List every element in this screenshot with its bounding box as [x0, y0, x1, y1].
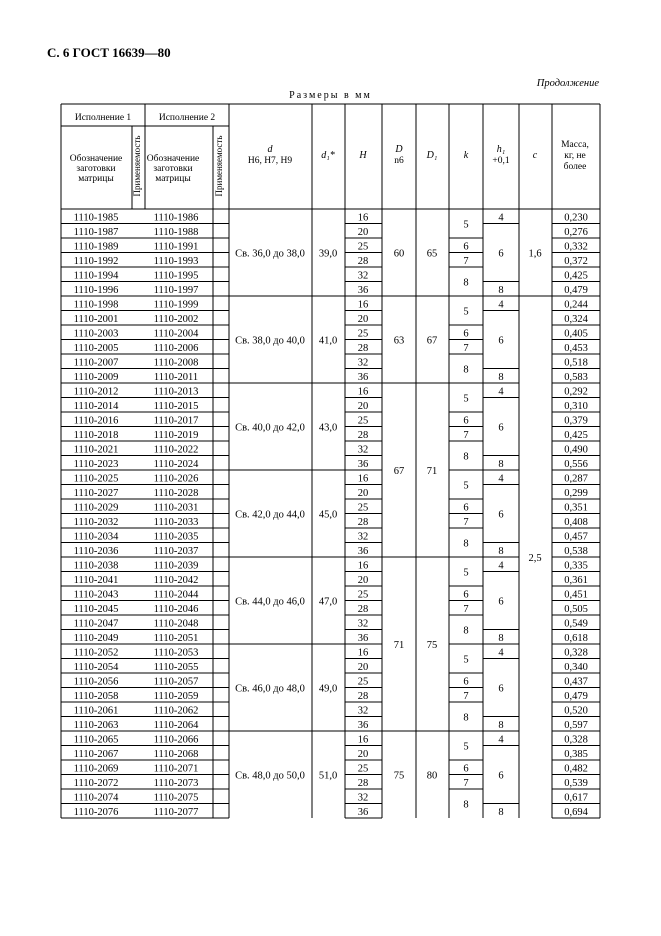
D1-cell: 65 [426, 248, 438, 260]
designation-1-cell: 1110-2072 [73, 777, 119, 789]
designation-1-cell: 1110-1996 [73, 284, 119, 296]
H-cell: 32 [357, 618, 369, 630]
k-cell: 7 [463, 516, 469, 528]
designation-2-cell: 1110-2019 [153, 429, 199, 441]
H-cell: 16 [357, 473, 369, 485]
H-cell: 16 [357, 299, 369, 311]
designation-2-cell: 1110-2022 [153, 444, 199, 456]
k-cell: 7 [463, 342, 469, 354]
designation-1-cell: 1110-2018 [73, 429, 119, 441]
designation-1-cell: 1110-2001 [73, 313, 119, 325]
designation-2-cell: 1110-2031 [153, 502, 199, 514]
H-cell: 28 [357, 690, 369, 702]
mass-cell: 0,437 [564, 676, 588, 688]
designation-2-cell: 1110-2044 [153, 589, 199, 601]
H-cell: 32 [357, 531, 369, 543]
H-cell: 20 [357, 313, 369, 325]
designation-1-cell: 1110-2027 [73, 487, 119, 499]
k-cell: 6 [463, 676, 469, 688]
D1-cell: 75 [426, 640, 438, 651]
header-designation-1: заготовки [76, 164, 116, 174]
designation-1-cell: 1110-2049 [73, 632, 119, 644]
h1-cell: 8 [498, 371, 504, 383]
k-cell: 8 [463, 451, 469, 463]
h1-cell: 6 [498, 770, 504, 782]
d1-cell: 43,0 [318, 422, 338, 434]
H-cell: 25 [357, 415, 369, 427]
header-D: D [395, 144, 403, 155]
header-mass: кг, не [564, 151, 586, 161]
designation-1-cell: 1110-2005 [73, 342, 119, 354]
H-cell: 28 [357, 255, 369, 267]
designation-1-cell: 1110-2054 [73, 661, 119, 673]
k-cell: 8 [463, 625, 469, 637]
k-cell: 8 [463, 364, 469, 376]
designation-2-cell: 1110-2042 [153, 574, 199, 586]
k-cell: 7 [463, 777, 469, 789]
h1-cell: 4 [498, 473, 504, 485]
H-cell: 25 [357, 241, 369, 253]
d1-cell: 45,0 [318, 509, 338, 521]
k-cell: 6 [463, 502, 469, 514]
d-range-cell: Св. 44,0 до 46,0 [235, 596, 305, 608]
designation-2-cell: 1110-2026 [153, 473, 199, 485]
header-applicability-1: Применяемость [132, 135, 142, 197]
mass-cell: 0,451 [564, 589, 588, 601]
designation-1-cell: 1110-2007 [73, 357, 119, 369]
D-cell: 63 [393, 335, 405, 347]
mass-cell: 0,505 [564, 603, 588, 615]
designation-1-cell: 1110-1994 [73, 270, 119, 282]
mass-cell: 0,617 [564, 792, 588, 804]
H-cell: 25 [357, 589, 369, 601]
k-cell: 6 [463, 763, 469, 775]
designation-2-cell: 1110-1995 [153, 270, 199, 282]
H-cell: 20 [357, 748, 369, 760]
k-cell: 5 [463, 480, 469, 492]
mass-cell: 0,490 [564, 444, 588, 456]
mass-cell: 0,694 [564, 806, 588, 818]
H-cell: 16 [357, 212, 369, 224]
designation-2-cell: 1110-2068 [153, 748, 199, 760]
D-cell: 75 [393, 770, 405, 782]
header-D-tolerance: n6 [394, 156, 404, 166]
H-cell: 36 [357, 458, 369, 470]
designation-2-cell: 1110-2059 [153, 690, 199, 702]
h1-cell: 4 [498, 299, 504, 311]
H-cell: 28 [357, 777, 369, 789]
designation-2-cell: 1110-1988 [153, 226, 199, 238]
H-cell: 20 [357, 574, 369, 586]
designation-1-cell: 1110-1989 [73, 241, 119, 253]
designation-1-cell: 1110-1987 [73, 226, 119, 238]
h1-cell: 6 [498, 422, 504, 434]
page-header: С. 6 ГОСТ 16639—80 [47, 45, 171, 60]
mass-cell: 0,292 [564, 386, 588, 398]
k-cell: 8 [463, 712, 469, 724]
designation-1-cell: 1110-2065 [73, 734, 119, 746]
header-designation-1: Обозначение [69, 154, 123, 164]
mass-cell: 0,479 [564, 284, 588, 296]
mass-cell: 0,310 [564, 400, 588, 412]
mass-cell: 0,335 [564, 560, 588, 572]
mass-cell: 0,351 [564, 502, 588, 514]
designation-1-cell: 1110-1992 [73, 255, 119, 267]
designation-2-cell: 1110-2004 [153, 328, 199, 340]
k-cell: 5 [463, 654, 469, 666]
D-cell: 71 [393, 640, 405, 651]
designation-1-cell: 1110-2032 [73, 516, 119, 528]
H-cell: 20 [357, 226, 369, 238]
designation-2-cell: 1110-1993 [153, 255, 199, 267]
units-caption: Размеры в мм [289, 90, 372, 101]
designation-2-cell: 1110-1991 [153, 241, 199, 253]
h1-cell: 4 [498, 734, 504, 746]
header-D1: D₁ [426, 150, 438, 161]
designation-2-cell: 1110-2048 [153, 618, 199, 630]
h1-cell: 6 [498, 248, 504, 260]
header-d1: d₁* [321, 150, 335, 161]
mass-cell: 0,618 [564, 632, 588, 644]
mass-cell: 0,379 [564, 415, 588, 427]
mass-cell: 0,479 [564, 690, 588, 702]
d-range-cell: Св. 48,0 до 50,0 [235, 770, 305, 782]
mass-cell: 0,405 [564, 328, 588, 340]
H-cell: 25 [357, 328, 369, 340]
mass-cell: 0,539 [564, 777, 588, 789]
c-cell: 2,5 [528, 553, 542, 564]
D1-cell: 80 [426, 770, 438, 782]
designation-1-cell: 1110-2012 [73, 386, 119, 398]
d1-cell: 51,0 [318, 770, 338, 782]
header-H: Н [359, 150, 367, 161]
D-cell: 60 [393, 248, 405, 260]
mass-cell: 0,556 [564, 458, 588, 470]
h1-cell: 4 [498, 212, 504, 224]
designation-2-cell: 1110-2073 [153, 777, 199, 789]
mass-cell: 0,538 [564, 545, 588, 557]
h1-cell: 6 [498, 335, 504, 347]
designation-2-cell: 1110-2028 [153, 487, 199, 499]
designation-1-cell: 1110-2045 [73, 603, 119, 615]
H-cell: 28 [357, 342, 369, 354]
H-cell: 16 [357, 386, 369, 398]
header-d-tolerance: Н6, Н7, Н9 [247, 156, 293, 166]
H-cell: 28 [357, 429, 369, 441]
designation-2-cell: 1110-2075 [153, 792, 199, 804]
header-h1: h₁ [496, 144, 506, 155]
designation-1-cell: 1110-2014 [73, 400, 119, 412]
D1-cell: 71 [426, 466, 438, 477]
designation-1-cell: 1110-2003 [73, 328, 119, 340]
H-cell: 25 [357, 676, 369, 688]
h1-cell: 8 [498, 545, 504, 557]
designation-2-cell: 1110-2057 [153, 676, 199, 688]
designation-1-cell: 1110-2036 [73, 545, 119, 557]
H-cell: 25 [357, 763, 369, 775]
designation-1-cell: 1110-2061 [73, 705, 119, 717]
header-mass: Масса, [561, 140, 589, 150]
H-cell: 32 [357, 357, 369, 369]
designation-2-cell: 1110-2037 [153, 545, 199, 557]
designation-2-cell: 1110-2002 [153, 313, 199, 325]
k-cell: 8 [463, 799, 469, 811]
d-range-cell: Св. 46,0 до 48,0 [235, 683, 305, 695]
designation-1-cell: 1110-2023 [73, 458, 119, 470]
designation-1-cell: 1110-1985 [73, 212, 119, 224]
k-cell: 6 [463, 328, 469, 340]
designation-1-cell: 1110-2052 [73, 647, 119, 659]
designation-2-cell: 1110-2064 [153, 719, 199, 731]
header-group-1: Исполнение 1 [74, 113, 132, 123]
H-cell: 36 [357, 806, 369, 818]
H-cell: 25 [357, 502, 369, 514]
designation-1-cell: 1110-2056 [73, 676, 119, 688]
mass-cell: 0,583 [564, 371, 588, 383]
designation-2-cell: 1110-2033 [153, 516, 199, 528]
header-designation-1: матрицы [78, 174, 114, 184]
k-cell: 6 [463, 241, 469, 253]
h1-cell: 4 [498, 386, 504, 398]
designation-1-cell: 1110-2009 [73, 371, 119, 383]
mass-cell: 0,324 [564, 313, 588, 325]
mass-cell: 0,276 [564, 226, 588, 238]
H-cell: 36 [357, 371, 369, 383]
mass-cell: 0,408 [564, 516, 588, 528]
H-cell: 32 [357, 444, 369, 456]
mass-cell: 0,340 [564, 661, 588, 673]
designation-1-cell: 1110-2034 [73, 531, 119, 543]
h1-cell: 8 [498, 719, 504, 731]
h1-cell: 6 [498, 596, 504, 608]
mass-cell: 0,230 [564, 212, 588, 224]
designation-1-cell: 1110-2041 [73, 574, 119, 586]
header-designation-2: заготовки [153, 164, 193, 174]
k-cell: 6 [463, 589, 469, 601]
k-cell: 6 [463, 415, 469, 427]
H-cell: 16 [357, 647, 369, 659]
H-cell: 36 [357, 719, 369, 731]
mass-cell: 0,361 [564, 574, 588, 586]
designation-1-cell: 1110-2021 [73, 444, 119, 456]
k-cell: 5 [463, 393, 469, 405]
mass-cell: 0,287 [564, 473, 588, 485]
designation-2-cell: 1110-2046 [153, 603, 199, 615]
k-cell: 5 [463, 567, 469, 579]
designation-1-cell: 1110-2069 [73, 763, 119, 775]
designation-1-cell: 1110-2074 [73, 792, 119, 804]
k-cell: 8 [463, 277, 469, 289]
d-range-cell: Св. 36,0 до 38,0 [235, 248, 305, 260]
mass-cell: 0,597 [564, 719, 588, 731]
header-designation-2: Обозначение [146, 154, 200, 164]
k-cell: 5 [463, 219, 469, 231]
h1-cell: 6 [498, 509, 504, 521]
k-cell: 5 [463, 741, 469, 753]
designation-2-cell: 1110-2053 [153, 647, 199, 659]
designation-1-cell: 1110-2043 [73, 589, 119, 601]
H-cell: 36 [357, 632, 369, 644]
header-applicability-2: Применяемость [214, 135, 224, 197]
header-c: c [532, 150, 538, 161]
d-range-cell: Св. 40,0 до 42,0 [235, 422, 305, 434]
h1-cell: 4 [498, 560, 504, 572]
designation-2-cell: 1110-2013 [153, 386, 199, 398]
mass-cell: 0,425 [564, 270, 588, 282]
h1-cell: 8 [498, 284, 504, 296]
designation-1-cell: 1110-2067 [73, 748, 119, 760]
designation-2-cell: 1110-2006 [153, 342, 199, 354]
header-group-2: Исполнение 2 [158, 113, 216, 123]
H-cell: 36 [357, 284, 369, 296]
designation-2-cell: 1110-1999 [153, 299, 199, 311]
H-cell: 16 [357, 734, 369, 746]
designation-2-cell: 1110-2062 [153, 705, 199, 717]
d-range-cell: Св. 38,0 до 40,0 [235, 335, 305, 347]
mass-cell: 0,328 [564, 647, 588, 659]
H-cell: 28 [357, 603, 369, 615]
mass-cell: 0,328 [564, 734, 588, 746]
designation-2-cell: 1110-2039 [153, 560, 199, 572]
mass-cell: 0,332 [564, 241, 588, 253]
designation-1-cell: 1110-2029 [73, 502, 119, 514]
designation-2-cell: 1110-2051 [153, 632, 199, 644]
mass-cell: 0,520 [564, 705, 588, 717]
H-cell: 16 [357, 560, 369, 572]
mass-cell: 0,425 [564, 429, 588, 441]
k-cell: 5 [463, 306, 469, 318]
H-cell: 32 [357, 705, 369, 717]
H-cell: 36 [357, 545, 369, 557]
H-cell: 28 [357, 516, 369, 528]
designation-1-cell: 1110-2038 [73, 560, 119, 572]
designation-2-cell: 1110-2055 [153, 661, 199, 673]
designation-2-cell: 1110-1986 [153, 212, 199, 224]
designation-1-cell: 1110-2058 [73, 690, 119, 702]
mass-cell: 0,385 [564, 748, 588, 760]
d1-cell: 41,0 [318, 335, 338, 347]
k-cell: 7 [463, 603, 469, 615]
d1-cell: 49,0 [318, 683, 338, 695]
designation-2-cell: 1110-2066 [153, 734, 199, 746]
mass-cell: 0,299 [564, 487, 588, 499]
mass-cell: 0,453 [564, 342, 588, 354]
H-cell: 32 [357, 792, 369, 804]
designation-2-cell: 1110-2035 [153, 531, 199, 543]
designation-2-cell: 1110-2015 [153, 400, 199, 412]
designation-1-cell: 1110-2047 [73, 618, 119, 630]
d-range-cell: Св. 42,0 до 44,0 [235, 509, 305, 521]
header-mass: более [563, 162, 587, 172]
H-cell: 20 [357, 661, 369, 673]
header-h1-tolerance: +0,1 [492, 156, 510, 166]
D-cell: 67 [393, 466, 405, 477]
mass-cell: 0,549 [564, 618, 588, 630]
d1-cell: 47,0 [318, 596, 338, 608]
H-cell: 20 [357, 487, 369, 499]
c-cell: 1,6 [528, 248, 542, 260]
designation-1-cell: 1110-2016 [73, 415, 119, 427]
continuation-label: Продолжение [536, 78, 599, 89]
designation-1-cell: 1110-1998 [73, 299, 119, 311]
designation-2-cell: 1110-2071 [153, 763, 199, 775]
designation-2-cell: 1110-2008 [153, 357, 199, 369]
header-d: d [267, 144, 273, 155]
mass-cell: 0,518 [564, 357, 588, 369]
mass-cell: 0,482 [564, 763, 588, 775]
k-cell: 7 [463, 255, 469, 267]
mass-cell: 0,457 [564, 531, 588, 543]
designation-2-cell: 1110-2017 [153, 415, 199, 427]
designation-2-cell: 1110-2024 [153, 458, 199, 470]
designation-1-cell: 1110-2063 [73, 719, 119, 731]
h1-cell: 6 [498, 683, 504, 695]
k-cell: 7 [463, 690, 469, 702]
h1-cell: 8 [498, 806, 504, 818]
designation-1-cell: 1110-2076 [73, 806, 119, 818]
k-cell: 7 [463, 429, 469, 441]
designation-2-cell: 1110-1997 [153, 284, 199, 296]
h1-cell: 4 [498, 647, 504, 659]
H-cell: 32 [357, 270, 369, 282]
d1-cell: 39,0 [318, 248, 338, 260]
mass-cell: 0,372 [564, 255, 588, 267]
designation-2-cell: 1110-2077 [153, 806, 199, 818]
D1-cell: 67 [426, 335, 438, 347]
H-cell: 20 [357, 400, 369, 412]
k-cell: 8 [463, 538, 469, 550]
h1-cell: 8 [498, 632, 504, 644]
header-k: k [463, 150, 469, 161]
mass-cell: 0,244 [564, 299, 588, 311]
designation-2-cell: 1110-2011 [153, 371, 199, 383]
header-designation-2: матрицы [155, 174, 191, 184]
designation-1-cell: 1110-2025 [73, 473, 119, 485]
h1-cell: 8 [498, 458, 504, 470]
